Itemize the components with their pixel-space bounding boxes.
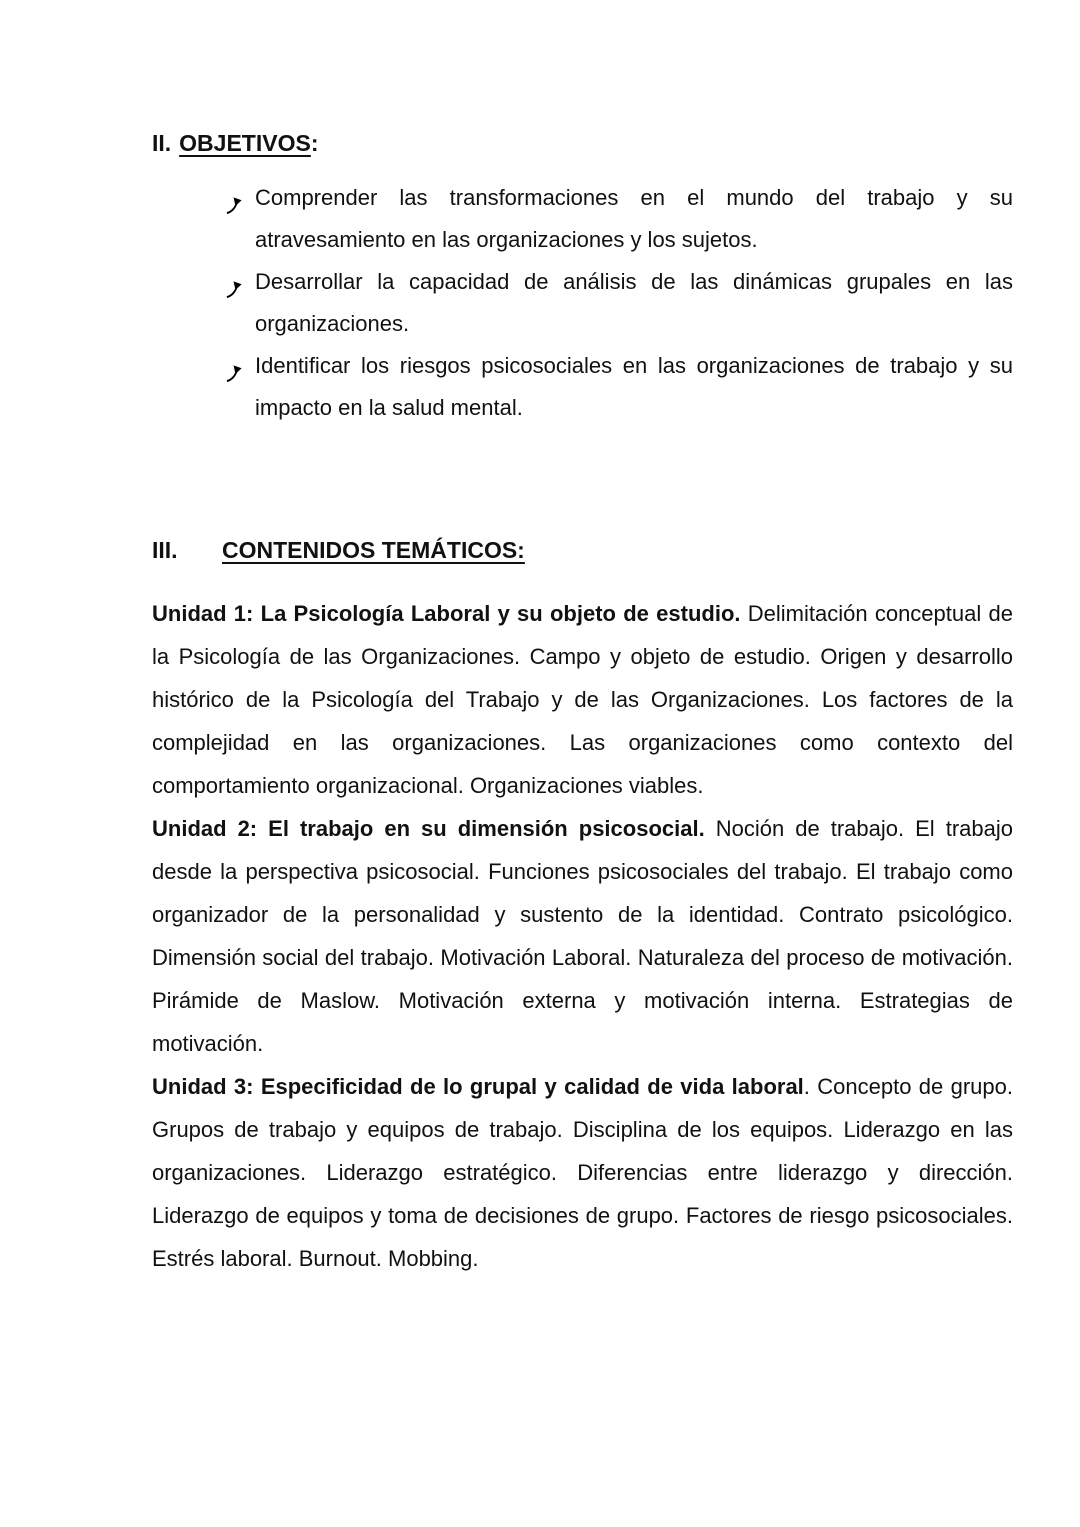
unit-2-heading: Unidad 2: El trabajo en su dimensión psicosocial. <box>152 816 705 841</box>
objetivo-text: Desarrollar la capacidad de análisis de las dinámicas grupales en las organizaciones. <box>255 269 1013 336</box>
section-objetivos-heading <box>152 122 1013 165</box>
section-number: III. <box>152 537 178 563</box>
section-title-suffix: : <box>310 130 319 156</box>
list-item <box>225 177 1013 261</box>
section-title: CONTENIDOS TEMÁTICOS: <box>222 537 525 563</box>
pen-arrow-bullet-icon <box>225 345 255 397</box>
unit-1-body: Delimitación conceptual de la Psicología de las Organizaciones. Campo y objeto de estudio. Origen y desarrollo histórico de la Psicología del Trabajo y de las Organizaciones. Los factores de la complejidad en las organizaciones. Las organizaciones como contexto del comportamiento organizacional. Organizaciones viables. <box>152 601 1013 798</box>
unit-1-heading: Unidad 1: La Psicología Laboral y su objeto de estudio. <box>152 601 741 626</box>
list-item <box>225 261 1013 345</box>
section-title: OBJETIVOS <box>179 130 311 156</box>
unit-3-body: . Concepto de grupo. Grupos de trabajo y equipos de trabajo. Disciplina de los equipos. Liderazgo en las organizaciones. Liderazgo estratégico. Diferencias entre liderazgo y dirección. Liderazgo de equipos y toma de decisiones de grupo. Factores de riesgo psicosociales. Estrés laboral. Burnout. Mobbing. <box>152 1074 1013 1271</box>
section-contenidos-heading <box>152 529 1013 572</box>
unit-2-paragraph <box>152 807 1013 1065</box>
unit-2-body: Noción de trabajo. El trabajo desde la perspectiva psicosocial. Funciones psicosociales del trabajo. El trabajo como organizador de la personalidad y sustento de la identidad. Contrato psicológico. Dimensión social del trabajo. Motivación Laboral. Naturaleza del proceso de motivación. Pirámide de Maslow. Motivación externa y motivación interna. Estrategias de motivación. <box>152 816 1013 1056</box>
unit-1-paragraph <box>152 592 1013 807</box>
unit-3-heading: Unidad 3: Especificidad de lo grupal y calidad de vida laboral <box>152 1074 804 1099</box>
unit-3-paragraph <box>152 1065 1013 1280</box>
list-item <box>225 345 1013 429</box>
objetivo-text: Comprender las transformaciones en el mundo del trabajo y su atravesamiento en las organizaciones y los sujetos. <box>255 185 1013 252</box>
objetivo-text: Identificar los riesgos psicosociales en las organizaciones de trabajo y su impacto en la salud mental. <box>255 353 1013 420</box>
section-number: II. <box>152 130 172 156</box>
objetivos-list <box>225 177 1013 429</box>
page-content <box>152 122 1013 1280</box>
pen-arrow-bullet-icon <box>225 261 255 313</box>
pen-arrow-bullet-icon <box>225 177 255 229</box>
